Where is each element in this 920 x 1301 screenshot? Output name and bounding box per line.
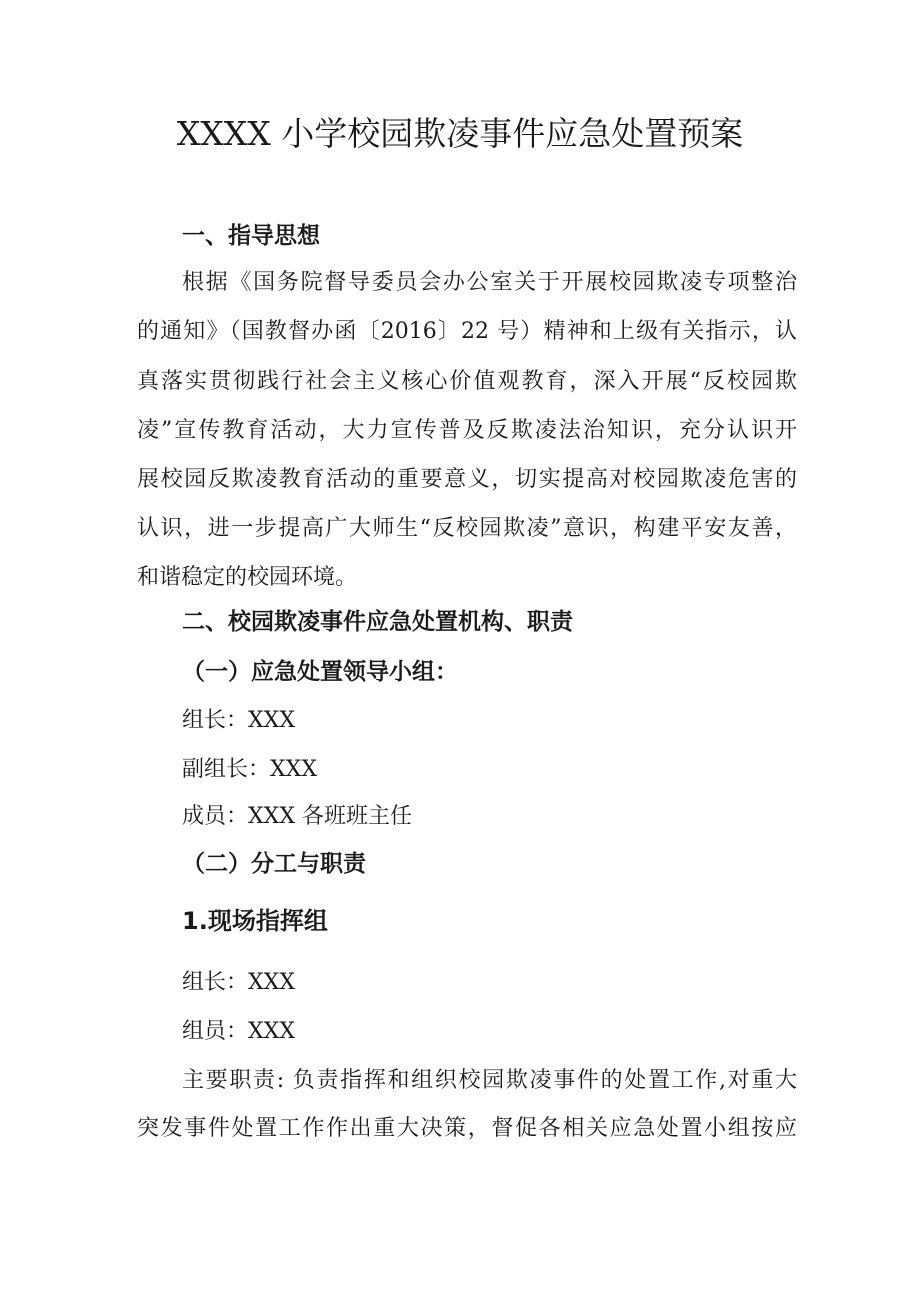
paragraph-line: 的通知》（国教督办函〔2016〕22 号）精神和上级有关指示，认 [137,319,797,344]
paragraph-line: 和谐稳定的校园环境。 [137,565,358,590]
paragraph-line: 真落实贯彻践行社会主义核心价值观教育，深入开展“反校园欺 [137,369,797,394]
paragraph-line: 主要职责: 负责指挥和组织校园欺凌事件的处置工作,对重大 [182,1068,797,1093]
group-members-line: 组员：XXX [182,1019,295,1044]
leader-line: 组长：XXX [182,708,295,733]
deputy-leader-line: 副组长：XXX [182,757,317,782]
paragraph-line: 根据《国务院督导委员会办公室关于开展校园欺凌专项整治 [182,270,797,295]
subsection-heading-leadership-group: （一）应急处置领导小组： [182,659,458,685]
subsection-heading-division-of-duties: （二）分工与职责 [182,851,366,877]
paragraph-line: 突发事件处置工作作出重大决策，督促各相关应急处置小组按应 [137,1116,797,1141]
members-line: 成员：XXX 各班班主任 [182,804,412,829]
paragraph-line: 展校园反欺凌教育活动的重要意义，切实提高对校园欺凌危害的 [137,467,797,492]
document-title: XXXX 小学校园欺凌事件应急处置预案 [176,114,744,153]
section-heading-guiding-ideology: 一、指导思想 [182,223,320,249]
paragraph-line: 认识，进一步提高广大师生“反校园欺凌”意识，构建平安友善， [137,516,797,541]
section-heading-organization: 二、校园欺凌事件应急处置机构、职责 [182,609,573,635]
group-leader-line: 组长：XXX [182,970,295,995]
paragraph-line: 凌”宣传教育活动，大力宣传普及反欺凌法治知识，充分认识开 [137,418,797,443]
group-heading-on-site-command: 1.现场指挥组 [182,907,328,935]
